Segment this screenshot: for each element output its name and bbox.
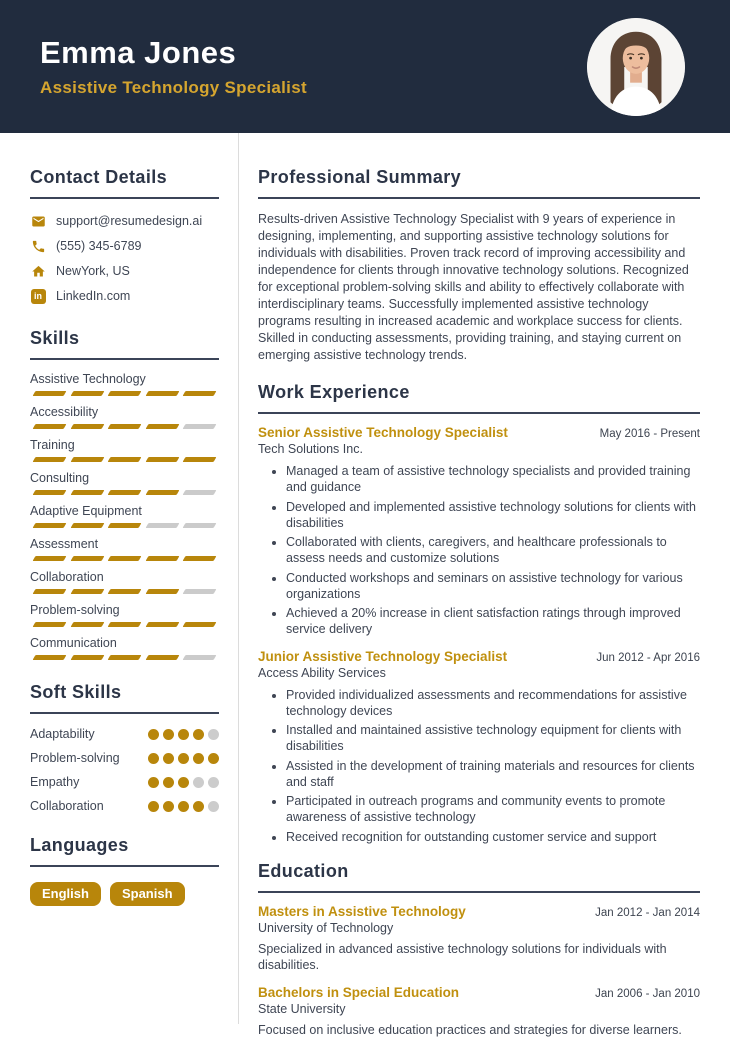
soft-skill-dots <box>148 777 219 788</box>
company-name: Tech Solutions Inc. <box>258 442 363 456</box>
education-entry <box>258 904 700 974</box>
skill-row <box>30 471 219 495</box>
job-dates: May 2016 - Present <box>599 428 700 440</box>
education-entry <box>258 985 700 1038</box>
header <box>0 0 730 133</box>
skill-row <box>30 438 219 462</box>
soft-skill-name: Empathy <box>30 775 80 789</box>
education-heading: Education <box>258 861 700 893</box>
phone-icon <box>30 238 46 254</box>
degree-description: Specialized in advanced assistive technology solutions for individuals with disabilities. <box>258 941 667 973</box>
soft-skill-dots <box>148 753 219 764</box>
home-icon <box>30 263 46 279</box>
profile-photo-illustration <box>587 18 685 116</box>
job-bullet: • Collaborated with clients, caregivers, and healthcare professionals to assess needs and customize solutions <box>286 534 700 567</box>
degree-dates: Jan 2006 - Jan 2010 <box>595 987 700 1000</box>
job-bullet: • Installed and maintained assistive technology equipment for clients with disabilities <box>286 722 700 755</box>
contact-location <box>30 263 219 279</box>
skill-level-bar <box>30 655 219 660</box>
skill-level-bar <box>30 589 219 594</box>
contact-phone <box>30 238 219 254</box>
soft-skills-heading: Soft Skills <box>30 682 219 714</box>
soft-skill-row <box>30 751 219 765</box>
work-entry <box>258 425 700 638</box>
skill-level-bar <box>30 556 219 561</box>
soft-skill-row <box>30 775 219 789</box>
skill-row <box>30 636 219 660</box>
main-content <box>239 133 730 1037</box>
contact-location-text: NewYork, US <box>56 264 130 278</box>
skill-name: Collaboration <box>30 570 104 584</box>
contact-phone-text: (555) 345-6789 <box>56 239 142 253</box>
soft-skill-dots <box>148 729 219 740</box>
job-bullet-list <box>274 687 700 845</box>
skill-row <box>30 504 219 528</box>
soft-skill-row <box>30 727 219 741</box>
work-experience-section <box>258 382 700 845</box>
contact-email-text: support@resumedesign.ai <box>56 214 203 228</box>
soft-skills-section <box>30 682 219 813</box>
skill-level-bar <box>30 622 219 627</box>
education-entry-head <box>258 985 700 1000</box>
job-bullet: • Participated in outreach programs and community events to promote awareness of assistive technology <box>286 793 700 826</box>
skill-level-bar <box>30 457 219 462</box>
school-name: University of Technology <box>258 920 394 935</box>
skills-section <box>30 328 219 660</box>
skill-row <box>30 537 219 561</box>
person-name: Emma Jones <box>40 35 237 71</box>
sidebar <box>0 133 239 1024</box>
skill-row <box>30 603 219 627</box>
skills-heading: Skills <box>30 328 219 360</box>
summary-text: Results-driven Assistive Technology Specialist with 9 years of experience in designing, implementing, and supporting assistive technology solutions for individuals with disabilities. Proven track record of improving accessibility and independence for clients through innovative technology solutions. Recognized for exceptional problem-solving skills and ability to effectively collaborate with interdisciplinary teams. Successfully implemented assistive technology programs resulting in increased academic and workplace success for clients. Skilled in conducting assessments, providing training, and staying current on emerging assistive technology trends. <box>258 212 689 362</box>
summary-section <box>258 167 700 364</box>
soft-skill-dots <box>148 801 219 812</box>
body-columns <box>0 133 730 1037</box>
language-badge: Spanish <box>110 882 185 906</box>
contact-linkedin-text: LinkedIn.com <box>56 289 131 303</box>
skill-name: Assessment <box>30 537 99 551</box>
job-bullet: • Received recognition for outstanding customer service and support <box>286 829 700 845</box>
header-text <box>40 35 307 98</box>
languages-section <box>30 835 219 906</box>
person-job-title: Assistive Technology Specialist <box>40 77 307 97</box>
language-badge: English <box>30 882 101 906</box>
summary-heading: Professional Summary <box>258 167 700 199</box>
job-bullet: • Achieved a 20% increase in client satisfaction ratings through improved service delivery <box>286 605 700 638</box>
skill-row <box>30 405 219 429</box>
skill-level-bar <box>30 490 219 495</box>
skill-name: Adaptive Equipment <box>30 504 142 518</box>
degree-title: Bachelors in Special Education <box>258 984 460 1000</box>
skill-name: Assistive Technology <box>30 372 146 386</box>
soft-skill-name: Problem-solving <box>30 751 120 765</box>
languages-heading: Languages <box>30 835 219 867</box>
skills-list <box>30 372 219 660</box>
skill-name: Accessibility <box>30 405 99 419</box>
skill-name: Problem-solving <box>30 603 120 617</box>
soft-skill-name: Collaboration <box>30 799 104 813</box>
contact-section <box>30 167 219 304</box>
school-name: State University <box>258 1001 346 1016</box>
skill-row <box>30 570 219 594</box>
skill-level-bar <box>30 424 219 429</box>
job-bullet: • Assisted in the development of training materials and resources for clients and staff <box>286 758 700 791</box>
job-bullet: • Provided individualized assessments and recommendations for assistive technology devices <box>286 687 700 720</box>
skill-name: Communication <box>30 636 117 650</box>
profile-photo <box>587 18 685 116</box>
degree-description: Focused on inclusive education practices and strategies for diverse learners. <box>258 1022 682 1037</box>
languages-list <box>30 882 219 906</box>
contact-linkedin <box>30 288 219 304</box>
work-entry-head <box>258 425 700 440</box>
job-dates: Jun 2012 - Apr 2016 <box>596 651 700 664</box>
education-entry-head <box>258 904 700 919</box>
job-bullet: • Developed and implemented assistive technology solutions for clients with disabilities <box>286 499 700 532</box>
job-bullet-list <box>274 463 700 638</box>
company-name: Access Ability Services <box>258 665 386 680</box>
skill-name: Consulting <box>30 471 90 485</box>
degree-dates: Jan 2012 - Jan 2014 <box>595 906 700 919</box>
education-section <box>258 861 700 1038</box>
work-entry-head <box>258 649 700 664</box>
work-experience-heading: Work Experience <box>258 382 700 414</box>
job-title: Senior Assistive Technology Specialist <box>258 425 508 440</box>
skill-level-bar <box>30 523 219 528</box>
skill-row <box>30 372 219 396</box>
skill-level-bar <box>30 391 219 396</box>
soft-skill-name: Adaptability <box>30 727 95 741</box>
job-title: Junior Assistive Technology Specialist <box>258 648 508 664</box>
contact-list <box>30 213 219 304</box>
contact-email <box>30 213 219 229</box>
soft-skills-list <box>30 727 219 813</box>
linkedin-icon: in <box>30 288 46 304</box>
degree-title: Masters in Assistive Technology <box>258 903 466 919</box>
skill-name: Training <box>30 438 75 452</box>
contact-heading: Contact Details <box>30 167 219 199</box>
work-entry <box>258 649 700 845</box>
job-bullet: • Conducted workshops and seminars on assistive technology for various organizations <box>286 570 700 603</box>
email-icon <box>30 213 46 229</box>
job-bullet: • Managed a team of assistive technology specialists and provided training and guidance <box>286 463 700 496</box>
soft-skill-row <box>30 799 219 813</box>
